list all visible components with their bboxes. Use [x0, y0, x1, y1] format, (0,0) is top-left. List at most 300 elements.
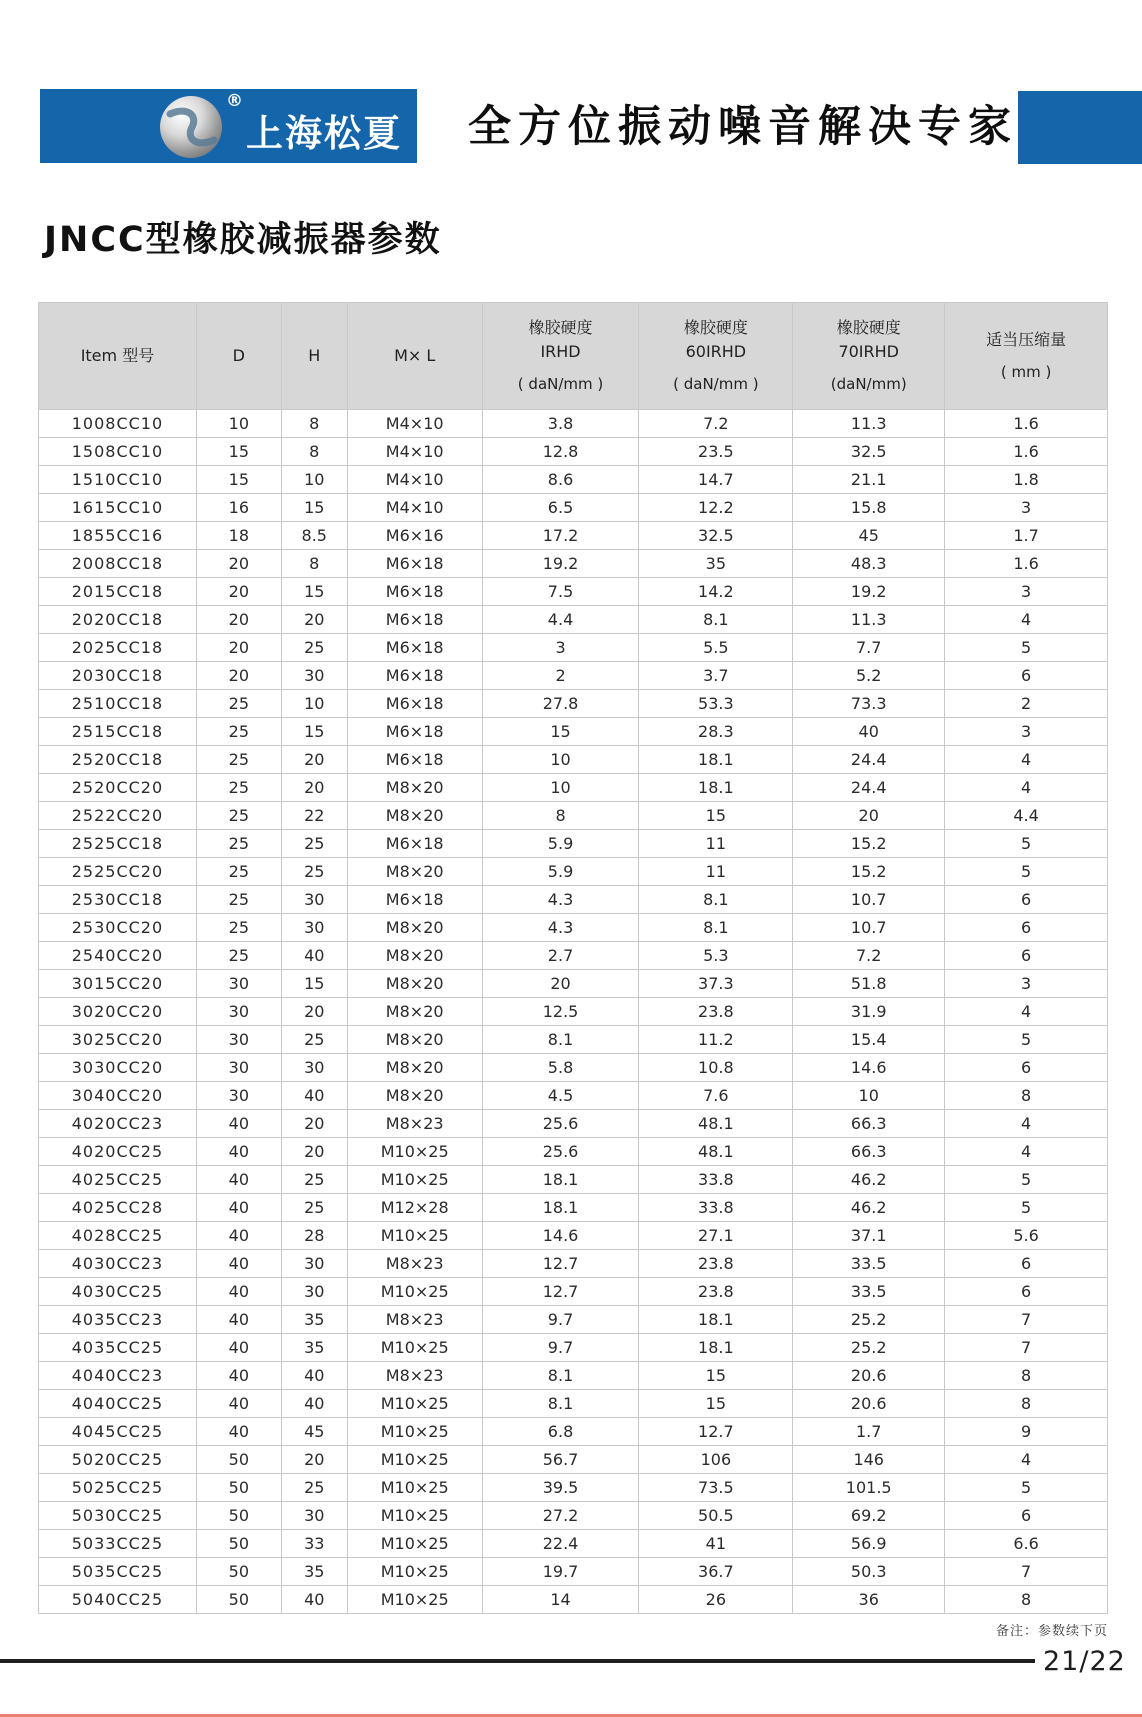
table-cell: 6: [945, 942, 1108, 970]
table-cell: 50: [196, 1558, 281, 1586]
table-cell: 7.2: [793, 942, 945, 970]
table-cell: 4: [945, 606, 1108, 634]
table-row: [39, 1054, 1108, 1082]
table-cell: 5020CC25: [39, 1446, 197, 1474]
table-cell: 21.1: [793, 466, 945, 494]
table-row: [39, 634, 1108, 662]
registered-trademark-icon: ®: [226, 91, 243, 111]
table-row: [39, 662, 1108, 690]
table-cell: 10: [793, 1082, 945, 1110]
table-cell: 48.1: [639, 1110, 793, 1138]
table-cell: 2525CC20: [39, 858, 197, 886]
table-cell: M6×18: [347, 578, 482, 606]
table-cell: 12.5: [482, 998, 639, 1026]
table-cell: 25: [196, 858, 281, 886]
table-row: [39, 1530, 1108, 1558]
table-cell: 6: [945, 914, 1108, 942]
table-cell: 1855CC16: [39, 522, 197, 550]
table-cell: 5.2: [793, 662, 945, 690]
table-cell: 19.7: [482, 1558, 639, 1586]
table-cell: M4×10: [347, 466, 482, 494]
table-cell: 5025CC25: [39, 1474, 197, 1502]
table-cell: 2540CC20: [39, 942, 197, 970]
table-cell: 50: [196, 1530, 281, 1558]
table-cell: 45: [281, 1418, 347, 1446]
table-cell: 20: [281, 606, 347, 634]
table-row: [39, 942, 1108, 970]
table-row: [39, 858, 1108, 886]
table-cell: M4×10: [347, 438, 482, 466]
table-cell: 20: [281, 1110, 347, 1138]
table-row: [39, 970, 1108, 998]
column-header: 适当压缩量 ( mm ): [945, 303, 1108, 410]
table-cell: 3.8: [482, 410, 639, 438]
table-cell: 25: [281, 1194, 347, 1222]
table-cell: 23.8: [639, 998, 793, 1026]
table-cell: 48.1: [639, 1138, 793, 1166]
table-cell: 4.3: [482, 914, 639, 942]
table-cell: M8×20: [347, 970, 482, 998]
table-cell: 10.8: [639, 1054, 793, 1082]
table-cell: 7.5: [482, 578, 639, 606]
table-cell: 40: [196, 1362, 281, 1390]
table-cell: 32.5: [639, 522, 793, 550]
table-cell: 5: [945, 1194, 1108, 1222]
table-cell: 4: [945, 746, 1108, 774]
table-cell: 6.6: [945, 1530, 1108, 1558]
table-row: [39, 1586, 1108, 1614]
table-cell: 50: [196, 1502, 281, 1530]
table-cell: 24.4: [793, 746, 945, 774]
table-cell: 73.5: [639, 1474, 793, 1502]
table-cell: 20: [196, 550, 281, 578]
table-row: [39, 1026, 1108, 1054]
table-cell: 20: [196, 634, 281, 662]
table-cell: 32.5: [793, 438, 945, 466]
table-cell: 8.1: [482, 1390, 639, 1418]
table-cell: 20: [281, 1138, 347, 1166]
table-cell: 56.7: [482, 1446, 639, 1474]
table-cell: 37.3: [639, 970, 793, 998]
table-cell: 33.8: [639, 1194, 793, 1222]
table-cell: 30: [196, 970, 281, 998]
table-cell: M8×20: [347, 1054, 482, 1082]
table-cell: 4028CC25: [39, 1222, 197, 1250]
table-cell: 26: [639, 1586, 793, 1614]
table-cell: 15.2: [793, 858, 945, 886]
column-header: H: [281, 303, 347, 410]
table-cell: 15: [639, 1390, 793, 1418]
table-cell: 4035CC23: [39, 1306, 197, 1334]
table-cell: 14: [482, 1586, 639, 1614]
table-cell: 9.7: [482, 1306, 639, 1334]
table-cell: 5: [945, 634, 1108, 662]
column-header: 橡胶硬度 IRHD ( daN/mm ): [482, 303, 639, 410]
table-cell: 14.2: [639, 578, 793, 606]
table-cell: 6.8: [482, 1418, 639, 1446]
table-cell: 25.6: [482, 1110, 639, 1138]
table-row: [39, 1250, 1108, 1278]
table-cell: 1508CC10: [39, 438, 197, 466]
page-title: JNCC型橡胶减振器参数: [44, 220, 442, 260]
table-row: [39, 1082, 1108, 1110]
table-cell: 1510CC10: [39, 466, 197, 494]
table-cell: 10: [281, 690, 347, 718]
footer-divider: [0, 1659, 1035, 1663]
table-cell: 5.3: [639, 942, 793, 970]
table-cell: 18.1: [482, 1166, 639, 1194]
table-cell: M8×20: [347, 998, 482, 1026]
table-cell: 19.2: [482, 550, 639, 578]
table-cell: 3.7: [639, 662, 793, 690]
table-row: [39, 550, 1108, 578]
table-cell: 1.7: [945, 522, 1108, 550]
table-cell: 8: [482, 802, 639, 830]
table-cell: 4025CC28: [39, 1194, 197, 1222]
table-cell: 25: [196, 886, 281, 914]
table-cell: 40: [281, 1390, 347, 1418]
table-cell: 40: [196, 1166, 281, 1194]
table-cell: 7: [945, 1334, 1108, 1362]
table-cell: 50.3: [793, 1558, 945, 1586]
table-cell: 12.7: [482, 1250, 639, 1278]
table-cell: 2: [945, 690, 1108, 718]
table-row: [39, 914, 1108, 942]
table-cell: 4: [945, 1446, 1108, 1474]
table-cell: 106: [639, 1446, 793, 1474]
table-cell: 5.9: [482, 830, 639, 858]
table-cell: M6×16: [347, 522, 482, 550]
table-cell: 2025CC18: [39, 634, 197, 662]
table-cell: 33.8: [639, 1166, 793, 1194]
table-cell: 25: [281, 858, 347, 886]
table-row: [39, 746, 1108, 774]
table-cell: 4030CC23: [39, 1250, 197, 1278]
table-cell: 2520CC18: [39, 746, 197, 774]
table-cell: 14.6: [793, 1054, 945, 1082]
table-cell: 30: [281, 1054, 347, 1082]
table-cell: 30: [281, 914, 347, 942]
table-cell: 8.5: [281, 522, 347, 550]
table-cell: 6: [945, 886, 1108, 914]
table-cell: 5.6: [945, 1222, 1108, 1250]
table-cell: 40: [196, 1418, 281, 1446]
table-cell: M10×25: [347, 1390, 482, 1418]
table-cell: M10×25: [347, 1474, 482, 1502]
table-cell: 25: [281, 830, 347, 858]
table-cell: 6: [945, 1250, 1108, 1278]
table-cell: 5.9: [482, 858, 639, 886]
table-cell: 66.3: [793, 1110, 945, 1138]
table-body: [39, 410, 1108, 1614]
table-cell: M10×25: [347, 1502, 482, 1530]
table-cell: 7.7: [793, 634, 945, 662]
table-cell: 20: [281, 998, 347, 1026]
table-cell: 40: [281, 1586, 347, 1614]
table-cell: 30: [281, 1278, 347, 1306]
table-cell: 14.6: [482, 1222, 639, 1250]
table-cell: 20.6: [793, 1390, 945, 1418]
table-cell: 11: [639, 858, 793, 886]
table-cell: 40: [281, 1082, 347, 1110]
table-cell: 8.1: [639, 914, 793, 942]
table-row: [39, 578, 1108, 606]
table-cell: 20: [281, 746, 347, 774]
table-cell: 12.7: [639, 1418, 793, 1446]
table-cell: 2525CC18: [39, 830, 197, 858]
table-cell: 41: [639, 1530, 793, 1558]
table-cell: 1615CC10: [39, 494, 197, 522]
table-cell: 20: [281, 1446, 347, 1474]
table-cell: 2015CC18: [39, 578, 197, 606]
table-cell: 10.7: [793, 914, 945, 942]
table-cell: M4×10: [347, 494, 482, 522]
table-row: [39, 1446, 1108, 1474]
table-cell: 8: [945, 1082, 1108, 1110]
table-row: [39, 466, 1108, 494]
table-cell: 5.5: [639, 634, 793, 662]
table-cell: 40: [196, 1278, 281, 1306]
table-row: [39, 998, 1108, 1026]
table-cell: 15.8: [793, 494, 945, 522]
table-cell: 2008CC18: [39, 550, 197, 578]
table-cell: M8×20: [347, 914, 482, 942]
table-cell: 10: [482, 746, 639, 774]
table-cell: 3020CC20: [39, 998, 197, 1026]
table-cell: 2: [482, 662, 639, 690]
table-cell: 5: [945, 1474, 1108, 1502]
table-cell: 8.1: [482, 1026, 639, 1054]
table-cell: 4.4: [482, 606, 639, 634]
table-cell: M6×18: [347, 690, 482, 718]
table-row: [39, 718, 1108, 746]
table-cell: 9.7: [482, 1334, 639, 1362]
table-cell: M10×25: [347, 1222, 482, 1250]
table-row: [39, 1502, 1108, 1530]
table-cell: 8: [281, 438, 347, 466]
table-cell: 12.8: [482, 438, 639, 466]
table-cell: 15: [639, 1362, 793, 1390]
table-cell: 27.8: [482, 690, 639, 718]
table-cell: M6×18: [347, 550, 482, 578]
table-row: [39, 1110, 1108, 1138]
table-cell: 1008CC10: [39, 410, 197, 438]
table-cell: 14.7: [639, 466, 793, 494]
table-cell: 8.1: [639, 886, 793, 914]
table-cell: 4025CC25: [39, 1166, 197, 1194]
table-cell: 35: [281, 1334, 347, 1362]
table-cell: 5.8: [482, 1054, 639, 1082]
table-cell: 11.2: [639, 1026, 793, 1054]
table-cell: 40: [196, 1110, 281, 1138]
table-cell: 5030CC25: [39, 1502, 197, 1530]
table-cell: 25: [281, 634, 347, 662]
table-row: [39, 522, 1108, 550]
table-cell: 22.4: [482, 1530, 639, 1558]
table-cell: 20: [196, 578, 281, 606]
table-cell: 5: [945, 1166, 1108, 1194]
table-cell: 11.3: [793, 606, 945, 634]
table-cell: 2030CC18: [39, 662, 197, 690]
table-cell: 46.2: [793, 1166, 945, 1194]
table-cell: 4: [945, 1138, 1108, 1166]
table-row: [39, 438, 1108, 466]
table-row: [39, 802, 1108, 830]
table-cell: 28: [281, 1222, 347, 1250]
table-cell: 27.1: [639, 1222, 793, 1250]
table-cell: 1.8: [945, 466, 1108, 494]
table-cell: 33.5: [793, 1278, 945, 1306]
table-cell: 3: [945, 718, 1108, 746]
table-cell: 36.7: [639, 1558, 793, 1586]
table-cell: 2.7: [482, 942, 639, 970]
table-cell: 15: [196, 466, 281, 494]
table-cell: 23.8: [639, 1250, 793, 1278]
table-cell: 5: [945, 858, 1108, 886]
table-cell: 2520CC20: [39, 774, 197, 802]
table-cell: 1.6: [945, 550, 1108, 578]
table-cell: 22: [281, 802, 347, 830]
table-cell: M6×18: [347, 746, 482, 774]
table-cell: 25: [196, 690, 281, 718]
table-cell: 8: [281, 550, 347, 578]
table-cell: 40: [196, 1390, 281, 1418]
table-cell: 15: [281, 718, 347, 746]
table-row: [39, 1166, 1108, 1194]
table-cell: M8×20: [347, 774, 482, 802]
table-cell: 8: [281, 410, 347, 438]
table-cell: 6: [945, 662, 1108, 690]
table-cell: 3: [945, 970, 1108, 998]
table-cell: 12.7: [482, 1278, 639, 1306]
table-cell: 6: [945, 1502, 1108, 1530]
table-cell: 1.6: [945, 410, 1108, 438]
table-cell: 25: [196, 914, 281, 942]
table-cell: 2530CC20: [39, 914, 197, 942]
table-cell: 3030CC20: [39, 1054, 197, 1082]
table-cell: 4020CC25: [39, 1138, 197, 1166]
column-header: M× L: [347, 303, 482, 410]
table-cell: 35: [639, 550, 793, 578]
table-cell: M10×25: [347, 1334, 482, 1362]
table-cell: M8×23: [347, 1306, 482, 1334]
table-row: [39, 1558, 1108, 1586]
table-cell: 30: [196, 1054, 281, 1082]
table-cell: M4×10: [347, 410, 482, 438]
table-cell: M8×20: [347, 1082, 482, 1110]
table-cell: 40: [196, 1334, 281, 1362]
table-cell: M6×18: [347, 830, 482, 858]
table-cell: M10×25: [347, 1446, 482, 1474]
table-cell: 146: [793, 1446, 945, 1474]
table-cell: 2530CC18: [39, 886, 197, 914]
table-cell: 15: [281, 578, 347, 606]
table-cell: 3015CC20: [39, 970, 197, 998]
table-cell: 8.1: [482, 1362, 639, 1390]
table-cell: M6×18: [347, 662, 482, 690]
table-cell: 3: [945, 494, 1108, 522]
table-cell: 10: [196, 410, 281, 438]
table-cell: 30: [196, 998, 281, 1026]
table-cell: M8×23: [347, 1362, 482, 1390]
table-cell: 18.1: [639, 1306, 793, 1334]
table-cell: 8.6: [482, 466, 639, 494]
table-cell: 10: [281, 466, 347, 494]
table-cell: 33.5: [793, 1250, 945, 1278]
table-cell: 19.2: [793, 578, 945, 606]
table-cell: 20.6: [793, 1362, 945, 1390]
table-cell: 25: [196, 942, 281, 970]
table-cell: 10: [482, 774, 639, 802]
table-cell: 33: [281, 1530, 347, 1558]
table-cell: M6×18: [347, 606, 482, 634]
table-cell: 20: [196, 606, 281, 634]
table-cell: M8×20: [347, 858, 482, 886]
table-cell: 7.2: [639, 410, 793, 438]
table-cell: 40: [196, 1194, 281, 1222]
table-row: [39, 494, 1108, 522]
column-header: Item 型号: [39, 303, 197, 410]
table-cell: M10×25: [347, 1530, 482, 1558]
table-cell: 9: [945, 1418, 1108, 1446]
table-cell: M8×20: [347, 802, 482, 830]
table-footnote: 备注：参数续下页: [995, 1624, 1108, 1639]
table-cell: 18.1: [639, 774, 793, 802]
table-cell: 25.2: [793, 1334, 945, 1362]
table-cell: 2020CC18: [39, 606, 197, 634]
table-cell: 15.2: [793, 830, 945, 858]
table-cell: 4: [945, 774, 1108, 802]
table-row: [39, 1418, 1108, 1446]
page-number: 21/22: [1043, 1646, 1126, 1677]
table-cell: 50: [196, 1446, 281, 1474]
table-cell: 36: [793, 1586, 945, 1614]
table-cell: 10.7: [793, 886, 945, 914]
table-cell: 20: [793, 802, 945, 830]
table-cell: 4040CC25: [39, 1390, 197, 1418]
table-cell: 15: [482, 718, 639, 746]
table-cell: 30: [281, 1250, 347, 1278]
table-cell: 12.2: [639, 494, 793, 522]
table-cell: 25: [196, 802, 281, 830]
table-cell: M8×20: [347, 1026, 482, 1054]
table-row: [39, 886, 1108, 914]
table-cell: M6×18: [347, 718, 482, 746]
table-cell: M8×23: [347, 1110, 482, 1138]
table-cell: 30: [281, 662, 347, 690]
table-cell: 66.3: [793, 1138, 945, 1166]
table-cell: 20: [281, 774, 347, 802]
table-row: [39, 774, 1108, 802]
table-cell: M8×23: [347, 1250, 482, 1278]
table-cell: 15.4: [793, 1026, 945, 1054]
table-cell: 15: [196, 438, 281, 466]
table-cell: 5033CC25: [39, 1530, 197, 1558]
table-cell: M10×25: [347, 1138, 482, 1166]
table-row: [39, 606, 1108, 634]
table-cell: 15: [281, 970, 347, 998]
table-cell: 3040CC20: [39, 1082, 197, 1110]
table-cell: 50.5: [639, 1502, 793, 1530]
table-row: [39, 1334, 1108, 1362]
banner-headline: 全方位振动噪音解决专家: [468, 102, 1018, 152]
table-cell: 4: [945, 998, 1108, 1026]
table-cell: 5035CC25: [39, 1558, 197, 1586]
table-cell: 46.2: [793, 1194, 945, 1222]
table-cell: 4.3: [482, 886, 639, 914]
table-cell: 30: [196, 1026, 281, 1054]
table-cell: 16: [196, 494, 281, 522]
